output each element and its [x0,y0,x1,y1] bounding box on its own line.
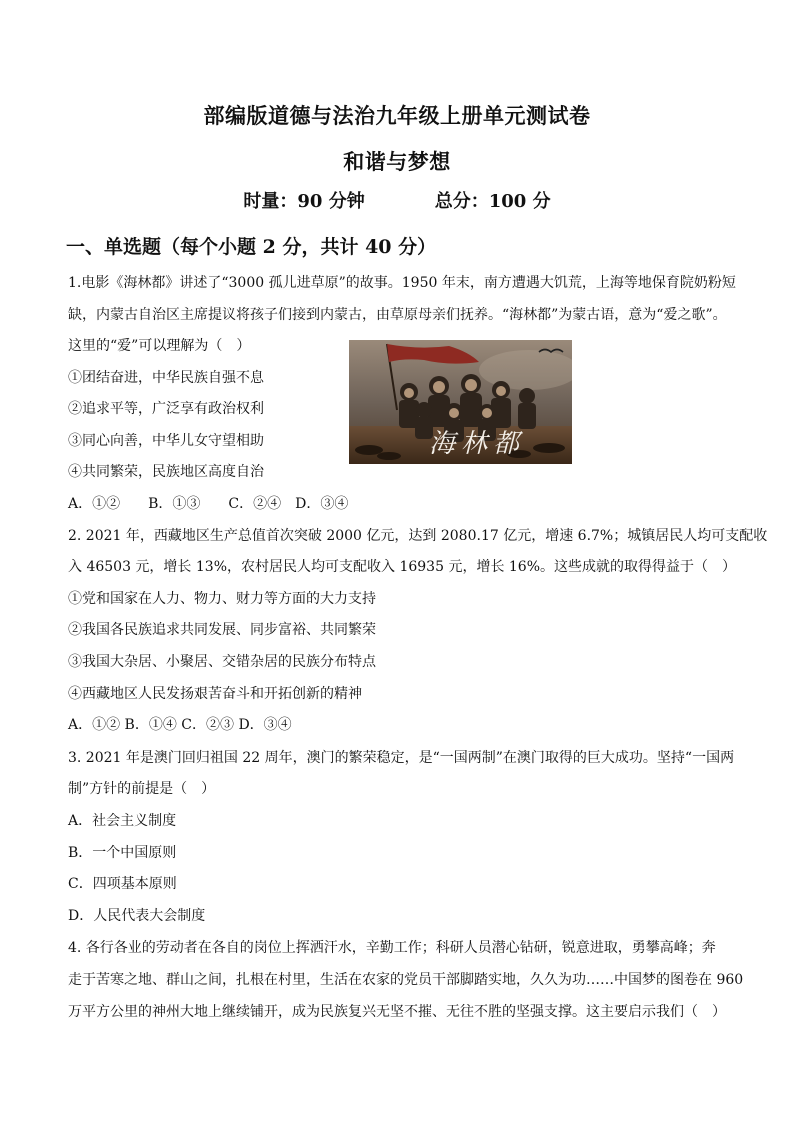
text-line: 这里的“爱”可以理解为（ ） [68,338,251,354]
exam-subtitle: 和谐与梦想 [343,149,451,174]
text-line: 万平方公里的神州大地上继续铺开，成为民族复兴无坚不摧、无往不胜的坚强支撑。这主要启示我们（ ） [68,1004,726,1020]
text-line: 1.电影《海林都》讲述了“3000 孤儿进草原”的故事。1950 年末，南方遭遇大饥荒，上海等地保育院奶粉短 [68,275,736,291]
text-line: 2. 2021 年，西藏地区生产总值首次突破 2000 亿元，达到 2080.17 亿元，增速 6.7%；城镇居民人均可支配收 [68,528,768,544]
text-line: 缺，内蒙古自治区主席提议将孩子们接到内蒙古，由草原母亲们抚养。“海林都”为蒙古语，意为“爱之歌”。 [68,307,727,323]
text-line: ③我国大杂居、小聚居、交错杂居的民族分布特点 [68,654,376,670]
text-line: ④共同繁荣，民族地区高度自治 [68,464,264,480]
time-limit: 时量：90 分钟 [243,191,365,212]
text-line: ②追求平等，广泛享有政治权利 [68,401,264,417]
text-line: B．一个中国原则 [68,845,177,861]
text-line: ③同心向善，中华儿女守望相助 [68,433,264,449]
text-line: A．①② B．①③ C．②④ D．③④ [68,496,349,512]
text-line: ④西藏地区人民发扬艰苦奋斗和开拓创新的精神 [68,686,362,702]
section-heading: 一、单选题（每个小题 2 分，共计 40 分） [66,236,437,258]
text-line: 走于苦寒之地、群山之间，扎根在村里，生活在农家的党员干部脚踏实地，久久为功……中国梦的图卷在 960 [68,972,744,988]
text-line: A．①② B．①④ C．②③ D．③④ [68,717,292,733]
text-line: ②我国各民族追求共同发展、同步富裕、共同繁荣 [68,622,376,638]
text-line: A．社会主义制度 [68,813,177,829]
text-line: ①党和国家在人力、物力、财力等方面的大力支持 [68,591,376,607]
text-line: 3. 2021 年是澳门回归祖国 22 周年，澳门的繁荣稳定，是“一国两制”在澳门取得的巨大成功。坚持“一国两 [68,750,735,766]
poster-title-text: 海林都 [429,429,526,459]
exam-title: 部编版道德与法治九年级上册单元测试卷 [203,103,591,128]
text-line: 制”方针的前提是（ ） [68,781,216,797]
text-line: ①团结奋进，中华民族自强不息 [68,370,264,386]
text-line: D．人民代表大会制度 [68,908,206,924]
movie-poster-image [349,340,572,464]
text-line: 4. 各行各业的劳动者在各自的岗位上挥洒汗水，辛勤工作；科研人员潜心钻研，锐意进取，勇攀高峰；奔 [68,940,716,956]
exam-meta [0,187,794,213]
total-score: 总分：100 分 [434,191,551,212]
text-line: C．四项基本原则 [68,876,177,892]
text-line: 入 46503 元，增长 13%，农村居民人均可支配收入 16935 元，增长 16%。这些成就的取得得益于（ ） [68,559,737,575]
